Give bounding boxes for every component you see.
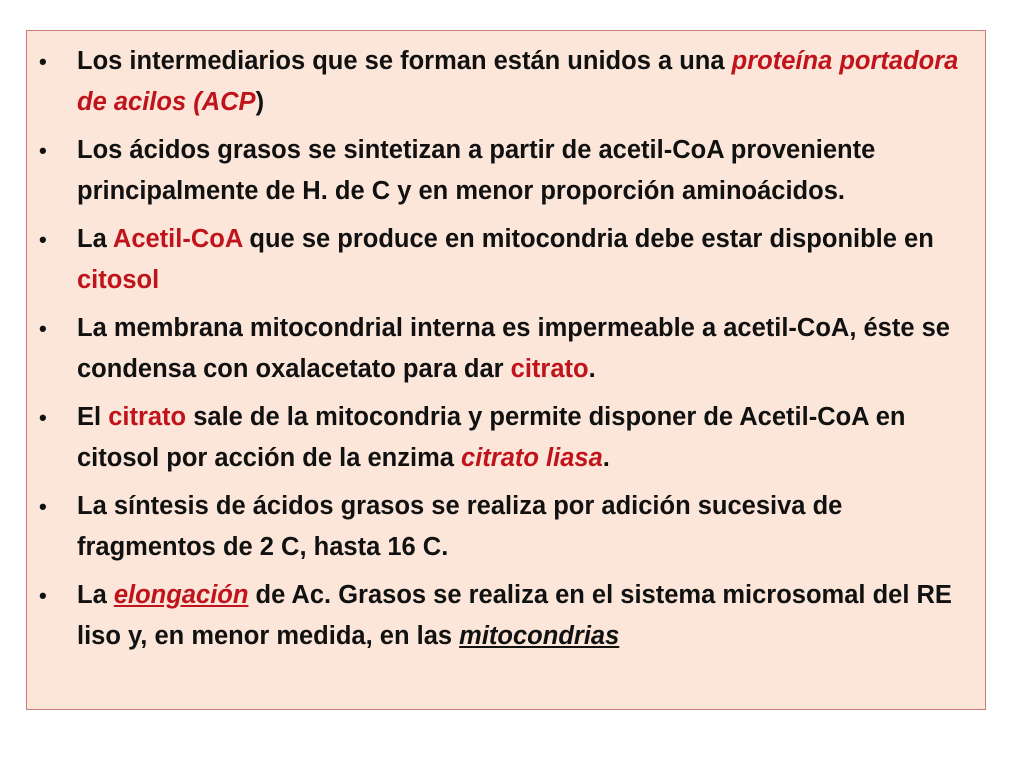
- bullet-item: [27, 219, 967, 301]
- text-segment: Los intermediarios que se forman están unidos a una: [77, 47, 732, 75]
- bullet-text: [77, 47, 958, 116]
- bullet-list: [27, 31, 985, 657]
- text-segment: citrato: [510, 355, 589, 383]
- text-segment: citrato liasa: [461, 444, 603, 472]
- text-segment: La membrana mitocondrial interna es impermeable a acetil-CoA, éste se condensa con oxalacetato para dar: [77, 314, 950, 383]
- text-segment: elongación: [113, 581, 249, 609]
- text-segment: sale de la mitocondria y permite disponer de Acetil-CoA en citosol por acción de la enzima: [77, 403, 906, 472]
- text-segment: La: [77, 581, 114, 609]
- text-segment: .: [602, 444, 610, 472]
- text-segment: .: [588, 355, 596, 383]
- text-segment: citosol: [77, 266, 160, 294]
- bullet-dot-icon: •: [39, 49, 47, 74]
- bullet-item: [27, 486, 967, 568]
- bullet-dot-icon: •: [39, 405, 47, 430]
- text-segment: El: [77, 403, 109, 431]
- bullet-dot-icon: •: [39, 227, 47, 252]
- text-segment: Los ácidos grasos se sintetizan a partir de acetil-CoA proveniente principalmente de H. de C y en menor proporción aminoácidos.: [77, 136, 876, 205]
- bullet-item: [27, 130, 967, 212]
- text-segment: que se produce en mitocondria debe estar disponible en: [242, 225, 934, 253]
- bullet-text: [77, 314, 950, 383]
- text-segment: Acetil-CoA: [112, 225, 243, 253]
- text-segment: de Ac. Grasos se realiza en el sistema microsomal del RE liso y, en menor medida, en las: [77, 581, 952, 650]
- bullet-text: [77, 225, 934, 294]
- bullet-dot-icon: •: [39, 316, 47, 341]
- bullet-item: [27, 41, 967, 123]
- bullet-item: [27, 397, 967, 479]
- bullet-item: [27, 308, 967, 390]
- text-segment: La: [77, 225, 113, 253]
- bullet-text: [77, 492, 842, 561]
- text-segment: La síntesis de ácidos grasos se realiza por adición sucesiva de fragmentos de 2 C, hasta 16 C.: [77, 492, 843, 561]
- text-segment: citrato: [108, 403, 187, 431]
- bullet-dot-icon: •: [39, 494, 47, 519]
- bullet-dot-icon: •: [39, 583, 47, 608]
- text-segment: ): [255, 88, 265, 116]
- bullet-item: [27, 575, 967, 657]
- text-segment: mitocondrias: [459, 622, 620, 650]
- bullet-text: [77, 403, 906, 472]
- content-box: [26, 30, 986, 710]
- text-segment: proteína portadora de acilos (ACP: [77, 47, 959, 116]
- bullet-text: [77, 136, 875, 205]
- bullet-text: [77, 581, 952, 650]
- bullet-dot-icon: •: [39, 138, 47, 163]
